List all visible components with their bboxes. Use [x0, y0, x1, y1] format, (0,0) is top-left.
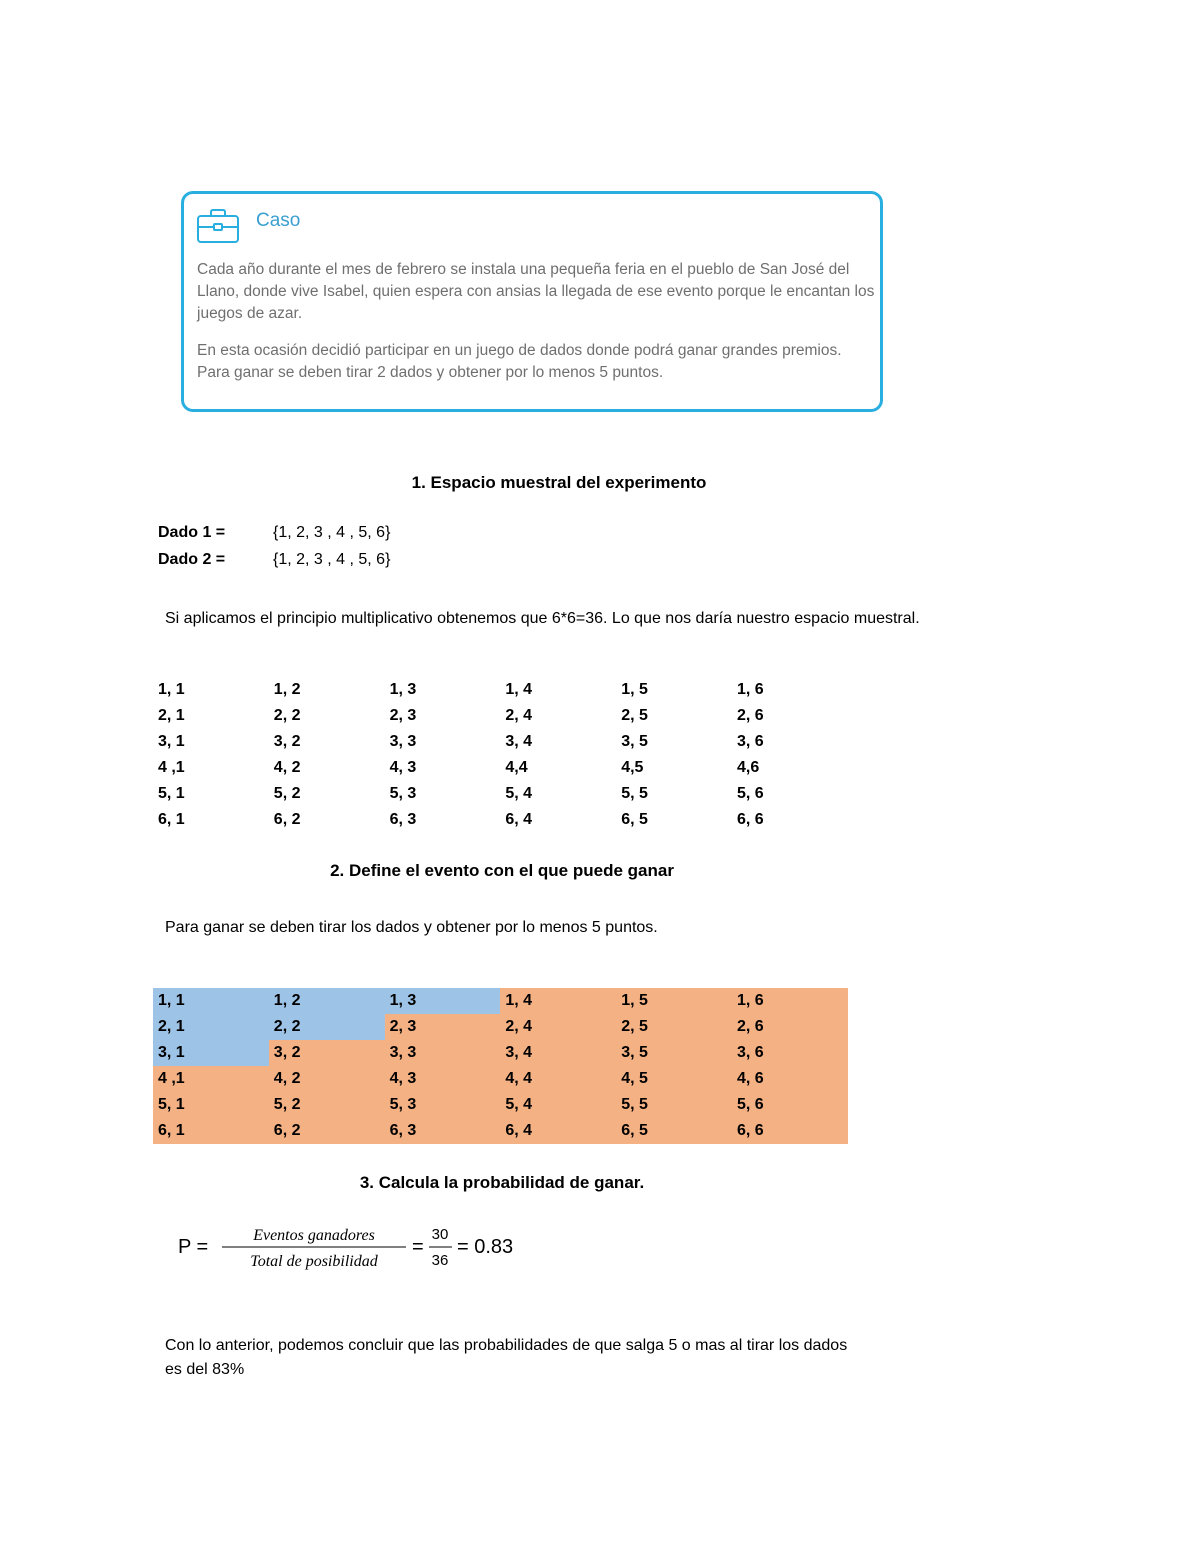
grid-cell: 6, 4	[500, 1118, 616, 1144]
grid-cell: 2, 4	[500, 1014, 616, 1040]
grid-cell: 1, 2	[269, 988, 385, 1014]
dado2-label: Dado 2 =	[158, 551, 226, 568]
caso-paragraph-1: Cada año durante el mes de febrero se instala una pequeña feria en el pueblo de San José del Llano, donde vive Isabel, quien espera con ansias la llegada de ese evento porque le encantan los juegos de azar.	[197, 261, 875, 322]
grid-cell: 6, 5	[616, 1118, 732, 1144]
grid-cell: 3, 1	[153, 1040, 269, 1066]
grid-cell: 4 ,1	[158, 759, 185, 776]
grid-cell: 6, 1	[153, 1118, 269, 1144]
grid-cell: 6, 5	[621, 811, 648, 828]
grid-cell: 4, 6	[732, 1066, 848, 1092]
grid-cell: 2, 2	[273, 707, 301, 724]
grid-row	[153, 729, 848, 755]
grid-row	[153, 1040, 848, 1066]
grid-cell: 2, 1	[153, 1014, 269, 1040]
grid-row	[153, 1092, 848, 1118]
dado1-set: {1, 2, 3 , 4 , 5, 6}	[273, 524, 391, 541]
grid-cell: 5, 3	[385, 1092, 501, 1118]
grid-row	[153, 703, 848, 729]
grid-cell: 1, 6	[732, 988, 848, 1014]
grid-cell: 5, 6	[736, 785, 764, 802]
briefcase-icon	[196, 208, 240, 244]
winning-event-grid	[153, 988, 848, 1144]
formula-num2: 30	[431, 1226, 449, 1243]
grid-row	[153, 1014, 848, 1040]
grid-cell: 3, 5	[621, 733, 648, 750]
formula-numerator: Eventos ganadores	[253, 1227, 375, 1244]
section2-heading: 2. Define el evento con el que puede ganar	[330, 861, 674, 880]
grid-cell: 2, 6	[736, 707, 764, 724]
grid-row	[153, 1118, 848, 1144]
grid-cell: 3, 6	[732, 1040, 848, 1066]
formula-denominator: Total de posibilidad	[250, 1253, 378, 1270]
dado1-label: Dado 1 =	[158, 524, 226, 541]
grid-cell: 5, 2	[273, 785, 301, 802]
grid-cell: 4, 5	[616, 1066, 732, 1092]
grid-cell: 4, 3	[385, 1066, 501, 1092]
grid-cell: 1, 6	[736, 681, 764, 698]
grid-row	[153, 781, 848, 807]
grid-cell: 1, 4	[505, 681, 533, 698]
grid-cell: 2, 1	[158, 707, 185, 724]
grid-cell: 2, 5	[616, 1014, 732, 1040]
probability-formula	[176, 1222, 576, 1272]
grid-cell: 3, 2	[273, 733, 301, 750]
grid-cell: 5, 3	[389, 785, 417, 802]
grid-row	[153, 677, 848, 703]
grid-cell: 1, 3	[389, 681, 417, 698]
grid-cell: 6, 2	[269, 1118, 385, 1144]
grid-cell: 6, 1	[158, 811, 185, 828]
grid-cell: 6, 2	[273, 811, 301, 828]
grid-cell: 4,4	[505, 759, 528, 776]
grid-cell: 3, 2	[269, 1040, 385, 1066]
grid-cell: 4,5	[621, 759, 644, 776]
grid-cell: 5, 4	[505, 785, 533, 802]
grid-cell: 6, 4	[505, 811, 533, 828]
grid-cell: 3, 4	[505, 733, 533, 750]
section3-heading: 3. Calcula la probabilidad de ganar.	[359, 1173, 645, 1192]
section1-paragraph: Si aplicamos el principio multiplicativo obtenemos que 6*6=36. Lo que nos daría nuestro espacio muestral.	[165, 610, 920, 627]
formula-eq1: =	[412, 1236, 424, 1258]
grid-cell: 2, 3	[385, 1014, 501, 1040]
grid-cell: 1, 5	[616, 988, 732, 1014]
grid-cell: 6, 3	[389, 811, 417, 828]
grid-row	[153, 755, 848, 781]
formula-result: = 0.83	[457, 1236, 514, 1258]
grid-cell: 1, 1	[153, 988, 269, 1014]
grid-cell: 4, 4	[500, 1066, 616, 1092]
grid-cell: 3, 5	[616, 1040, 732, 1066]
grid-cell: 1, 1	[158, 681, 185, 698]
grid-cell: 5, 1	[158, 785, 185, 802]
section2-paragraph: Para ganar se deben tirar los dados y obtener por lo menos 5 puntos.	[165, 919, 658, 936]
grid-cell: 2, 4	[505, 707, 533, 724]
formula-den2: 36	[431, 1252, 449, 1269]
grid-cell: 6, 3	[385, 1118, 501, 1144]
grid-cell: 3, 3	[389, 733, 417, 750]
grid-cell: 5, 4	[500, 1092, 616, 1118]
grid-cell: 4 ,1	[153, 1066, 269, 1092]
grid-cell: 2, 3	[389, 707, 417, 724]
grid-cell: 4,6	[736, 759, 760, 776]
grid-cell: 3, 1	[158, 733, 185, 750]
grid-cell: 1, 5	[621, 681, 648, 698]
grid-cell: 5, 6	[732, 1092, 848, 1118]
grid-cell: 4, 2	[269, 1066, 385, 1092]
grid-cell: 2, 5	[621, 707, 648, 724]
grid-cell: 6, 6	[736, 811, 764, 828]
grid-cell: 1, 4	[500, 988, 616, 1014]
grid-row	[153, 807, 848, 833]
conclusion-paragraph: Con lo anterior, podemos concluir que las probabilidades de que salga 5 o mas al tirar los dados es del 83%	[165, 1337, 848, 1378]
caso-paragraph-2: En esta ocasión decidió participar en un juego de dados donde podrá ganar grandes premios. Para ganar se deben tirar 2 dados y obtener por lo menos 5 puntos.	[197, 342, 842, 381]
grid-cell: 5, 2	[269, 1092, 385, 1118]
grid-cell: 5, 1	[153, 1092, 269, 1118]
formula-lhs: P =	[178, 1236, 209, 1258]
grid-cell: 1, 2	[273, 681, 301, 698]
dado2-set: {1, 2, 3 , 4 , 5, 6}	[273, 551, 391, 568]
grid-cell: 2, 2	[269, 1014, 385, 1040]
grid-cell: 4, 3	[389, 759, 417, 776]
grid-cell: 3, 3	[385, 1040, 501, 1066]
grid-cell: 1, 3	[385, 988, 501, 1014]
grid-cell: 3, 6	[736, 733, 764, 750]
sample-space-grid	[153, 677, 848, 833]
grid-cell: 6, 6	[732, 1118, 848, 1144]
grid-cell: 2, 6	[732, 1014, 848, 1040]
caso-title: Caso	[256, 210, 301, 231]
grid-row	[153, 988, 848, 1014]
grid-cell: 3, 4	[500, 1040, 616, 1066]
grid-cell: 5, 5	[616, 1092, 732, 1118]
grid-cell: 4, 2	[273, 759, 301, 776]
grid-cell: 5, 5	[621, 785, 648, 802]
grid-row	[153, 1066, 848, 1092]
section1-heading: 1. Espacio muestral del experimento	[411, 473, 707, 492]
